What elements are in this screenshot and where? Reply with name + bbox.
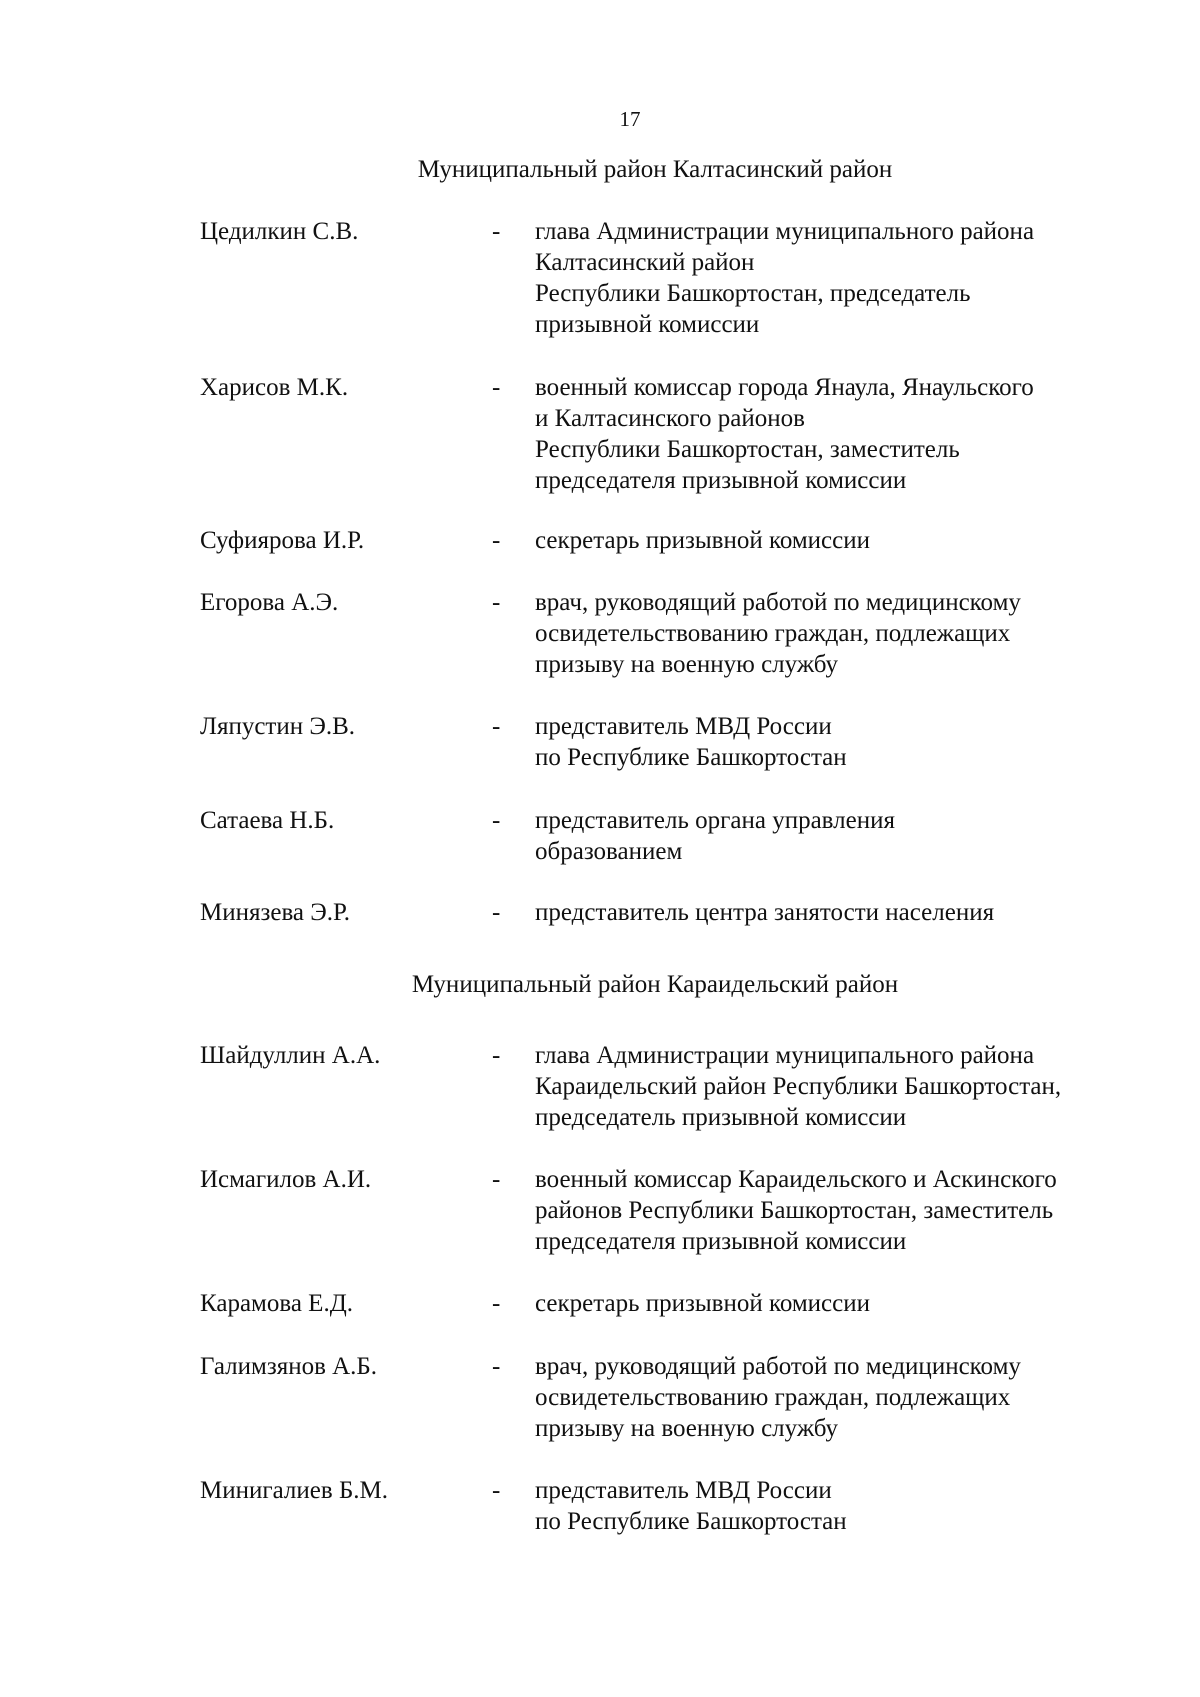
separator-dash: - [492, 807, 501, 834]
role-line: представитель центра занятости населения [535, 899, 995, 926]
section-title: Муниципальный район Караидельский район [411, 971, 899, 998]
separator-dash: - [492, 1290, 501, 1317]
separator-dash: - [492, 1353, 501, 1380]
role-line: представитель МВД России [535, 713, 832, 740]
member-role [535, 897, 1135, 928]
member-role [535, 1288, 1135, 1319]
member-role [535, 587, 1135, 680]
member-name: Сатаева Н.Б. [200, 807, 335, 834]
role-line: освидетельствованию граждан, подлежащих [535, 620, 1011, 647]
page-number: 17 [619, 107, 641, 131]
member-name: Минязева Э.Р. [200, 899, 351, 926]
member-name: Галимзянов А.Б. [200, 1353, 378, 1380]
member-entry [0, 1040, 1200, 1131]
member-role [535, 372, 1135, 496]
role-line: районов Республики Башкортостан, заместитель [535, 1197, 1054, 1224]
separator-dash: - [492, 218, 501, 245]
role-line: образованием [535, 838, 683, 865]
role-line: Республики Башкортостан, заместитель [535, 436, 960, 463]
role-line: секретарь призывной комиссии [535, 527, 871, 554]
role-line: Караидельский район Республики Башкортостан, [535, 1073, 1062, 1100]
member-name: Шайдуллин А.А. [200, 1042, 381, 1069]
role-line: секретарь призывной комиссии [535, 1290, 871, 1317]
member-entry [0, 1475, 1200, 1535]
separator-dash: - [492, 374, 501, 401]
member-entry [0, 897, 1200, 926]
member-entry [0, 587, 1200, 678]
member-role [535, 1351, 1135, 1444]
role-line: председателя призывной комиссии [535, 1228, 907, 1255]
role-line: председателя призывной комиссии [535, 467, 907, 494]
role-line: представитель органа управления [535, 807, 895, 834]
separator-dash: - [492, 1477, 501, 1504]
member-role [535, 1164, 1135, 1257]
member-role [535, 1040, 1135, 1133]
separator-dash: - [492, 589, 501, 616]
member-name: Ляпустин Э.В. [200, 713, 356, 740]
section-title: Муниципальный район Калтасинский район [417, 156, 893, 183]
separator-dash: - [492, 1042, 501, 1069]
role-line: по Республике Башкортостан [535, 744, 847, 771]
separator-dash: - [492, 527, 501, 554]
member-name: Егорова А.Э. [200, 589, 339, 616]
role-line: призыву на военную службу [535, 651, 839, 678]
separator-dash: - [492, 1166, 501, 1193]
role-line: представитель МВД России [535, 1477, 832, 1504]
member-entry [0, 711, 1200, 771]
role-line: врач, руководящий работой по медицинскому [535, 1353, 1021, 1380]
member-entry [0, 216, 1200, 338]
separator-dash: - [492, 899, 501, 926]
member-role [535, 525, 1135, 556]
role-line: призывной комиссии [535, 311, 760, 338]
member-entry [0, 1351, 1200, 1442]
member-role [535, 216, 1135, 340]
member-role [535, 805, 1135, 867]
role-line: военный комиссар Караидельского и Аскинского [535, 1166, 1057, 1193]
member-role [535, 1475, 1135, 1537]
role-line: глава Администрации муниципального района [535, 218, 1035, 245]
role-line: и Калтасинского районов [535, 405, 805, 432]
role-line: по Республике Башкортостан [535, 1508, 847, 1535]
role-line: освидетельствованию граждан, подлежащих [535, 1384, 1011, 1411]
member-name: Харисов М.К. [200, 374, 349, 401]
role-line: Калтасинский район [535, 249, 755, 276]
member-entry [0, 525, 1200, 554]
role-line: глава Администрации муниципального района [535, 1042, 1035, 1069]
member-entry [0, 805, 1200, 865]
separator-dash: - [492, 713, 501, 740]
role-line: Республики Башкортостан, председатель [535, 280, 971, 307]
role-line: председатель призывной комиссии [535, 1104, 907, 1131]
member-entry [0, 1164, 1200, 1255]
member-name: Карамова Е.Д. [200, 1290, 354, 1317]
role-line: призыву на военную службу [535, 1415, 839, 1442]
member-name: Исмагилов А.И. [200, 1166, 372, 1193]
role-line: врач, руководящий работой по медицинскому [535, 589, 1021, 616]
member-entry [0, 1288, 1200, 1317]
member-role [535, 711, 1135, 773]
member-entry [0, 372, 1200, 494]
member-name: Минигалиев Б.М. [200, 1477, 389, 1504]
role-line: военный комиссар города Янаула, Янаульского [535, 374, 1034, 401]
member-name: Цедилкин С.В. [200, 218, 359, 245]
member-name: Суфиярова И.Р. [200, 527, 365, 554]
